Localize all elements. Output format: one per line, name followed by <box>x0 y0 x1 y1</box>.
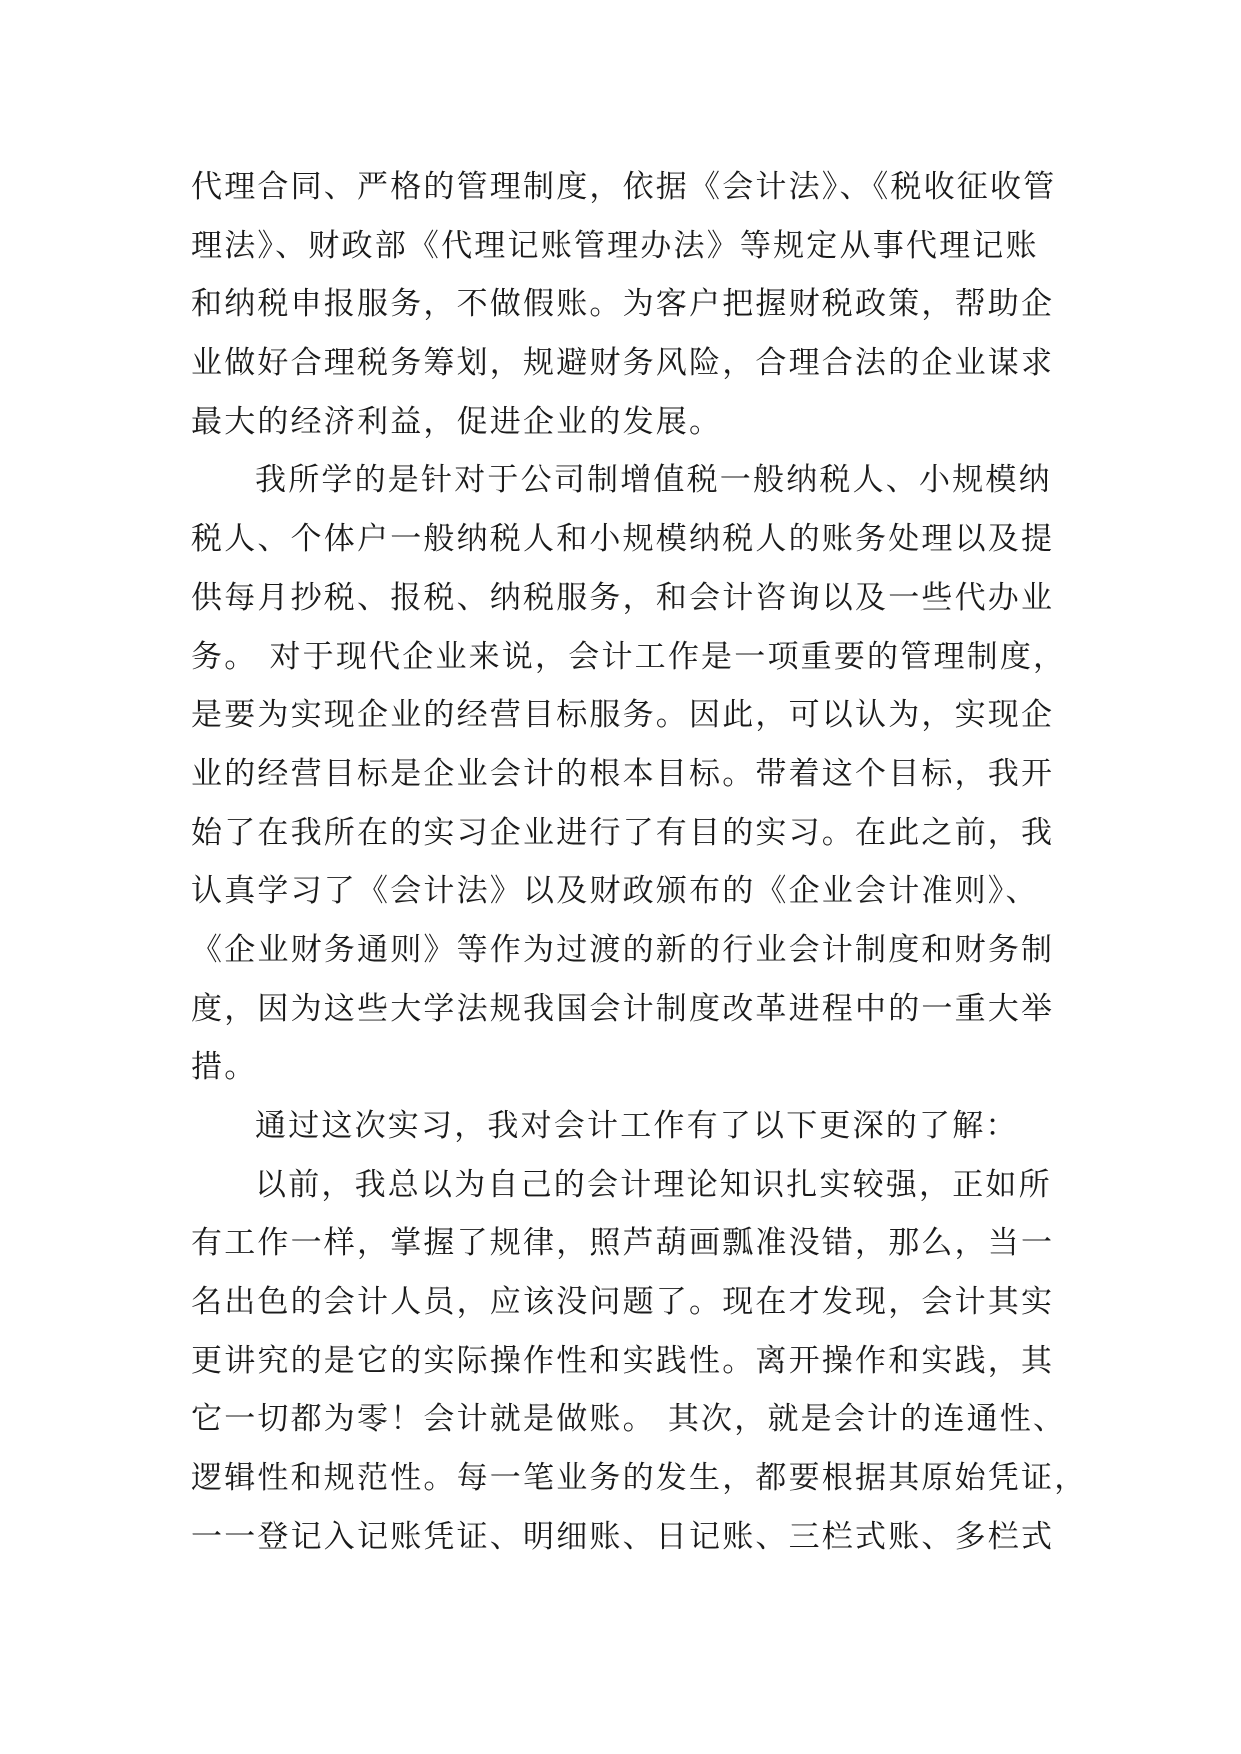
text-line: 一一登记入记账凭证、明细账、日记账、三栏式账、多栏式 <box>191 1518 1055 1555</box>
text-line: 税人、个体户一般纳税人和小规模纳税人的账务处理以及提 <box>191 521 1055 558</box>
text-line: 业做好合理税务筹划，规避财务风险，合理合法的企业谋求 <box>191 345 1055 382</box>
text-line: 供每月抄税、报税、纳税服务，和会计咨询以及一些代办业 <box>191 579 1055 616</box>
text-line: 和纳税申报服务，不做假账。为客户把握财税政策，帮助企 <box>191 286 1055 323</box>
text-line: 最大的经济利益，促进企业的发展。 <box>191 403 723 440</box>
text-line: 认真学习了《会计法》以及财政颁布的《企业会计准则》、 <box>191 873 1039 910</box>
text-line: 度，因为这些大学法规我国会计制度改革进程中的一重大举 <box>191 990 1055 1027</box>
paragraph-start-line: 以前，我总以为自己的会计理论知识扎实较强，正如所 <box>255 1166 1052 1203</box>
body-text <box>191 158 1088 1567</box>
text-line: 《企业财务通则》等作为过渡的新的行业会计制度和财务制 <box>191 931 1055 968</box>
text-line: 代理合同、严格的管理制度，依据《会计法》、《税收征收管 <box>191 169 1057 205</box>
text-line: 措。 <box>191 1049 258 1086</box>
text-line: 业的经营目标是企业会计的根本目标。带着这个目标，我开 <box>191 755 1055 792</box>
text-line: 始了在我所在的实习企业进行了有目的实习。在此之前，我 <box>191 814 1055 851</box>
paragraph-start-line: 我所学的是针对于公司制增值税一般纳税人、小规模纳 <box>255 462 1052 499</box>
paragraph-start-line: 通过这次实习，我对会计工作有了以下更深的了解： <box>255 1108 1019 1144</box>
text-line: 理法》、财政部《代理记账管理办法》等规定从事代理记账 <box>191 227 1039 264</box>
text-line: 是要为实现企业的经营目标服务。因此，可以认为，实现企 <box>191 697 1055 734</box>
text-line: 更讲究的是它的实际操作性和实践性。离开操作和实践，其 <box>191 1342 1055 1379</box>
text-line: 名出色的会计人员，应该没问题了。现在才发现，会计其实 <box>191 1284 1055 1321</box>
text-line: 逻辑性和规范性。每一笔业务的发生，都要根据其原始凭证， <box>191 1460 1088 1497</box>
text-line: 有工作一样，掌握了规律，照芦葫画瓢准没错，那么，当一 <box>191 1225 1055 1262</box>
text-line: 务。 对于现代企业来说，会计工作是一项重要的管理制度， <box>191 638 1067 675</box>
text-line: 它一切都为零！会计就是做账。 其次，就是会计的连通性、 <box>191 1401 1067 1438</box>
